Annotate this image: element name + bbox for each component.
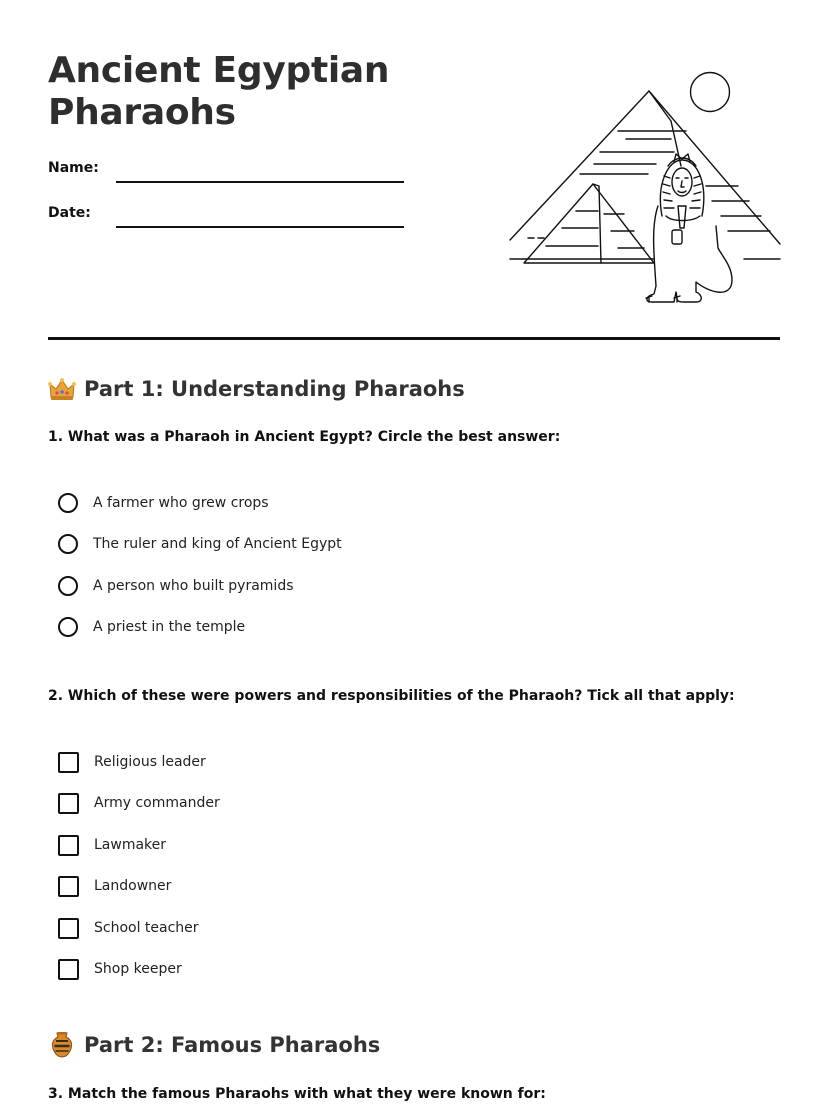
q2-option-2-label: Army commander — [94, 795, 220, 811]
q2-option-6-label: Shop keeper — [94, 961, 182, 977]
question-2: 2. Which of these were powers and responsibilities of the Pharaoh? Tick all that apply: — [48, 688, 735, 704]
q1-option-2[interactable] — [58, 532, 342, 556]
q2-option-5-label: School teacher — [94, 920, 199, 936]
q1-option-1[interactable] — [58, 491, 269, 515]
radio-circle[interactable] — [58, 576, 78, 596]
q1-option-2-label: The ruler and king of Ancient Egypt — [93, 536, 342, 552]
q1-option-4[interactable] — [58, 615, 245, 639]
section-divider — [48, 337, 780, 340]
q1-option-4-label: A priest in the temple — [93, 619, 246, 635]
part2-heading-text: Part 2: Famous Pharaohs — [84, 1033, 381, 1057]
crown-icon — [48, 375, 76, 403]
part1-heading — [48, 375, 465, 403]
q2-option-4-label: Landowner — [94, 878, 172, 894]
q2-option-4[interactable] — [58, 874, 171, 898]
part2-heading — [48, 1031, 380, 1059]
pyramids-and-sphinx-icon — [506, 66, 782, 310]
date-label: Date: — [48, 205, 91, 221]
q2-option-1-label: Religious leader — [94, 754, 206, 770]
checkbox[interactable] — [58, 918, 79, 939]
name-label: Name: — [48, 160, 99, 176]
checkbox[interactable] — [58, 959, 79, 980]
question-3: 3. Match the famous Pharaohs with what they were known for: — [48, 1086, 546, 1102]
q2-option-3-label: Lawmaker — [94, 837, 167, 853]
q1-option-3-label: A person who built pyramids — [93, 578, 294, 594]
radio-circle[interactable] — [58, 493, 78, 513]
name-field[interactable] — [116, 181, 404, 183]
part1-heading-text: Part 1: Understanding Pharaohs — [84, 377, 465, 401]
checkbox[interactable] — [58, 793, 79, 814]
date-field[interactable] — [116, 226, 404, 228]
checkbox[interactable] — [58, 835, 79, 856]
q2-option-5[interactable] — [58, 916, 199, 940]
q1-option-1-label: A farmer who grew crops — [93, 495, 269, 511]
radio-circle[interactable] — [58, 534, 78, 554]
worksheet-title — [48, 50, 389, 134]
title-line-1: Ancient Egyptian — [48, 50, 390, 91]
question-1: 1. What was a Pharaoh in Ancient Egypt? Circle the best answer: — [48, 429, 561, 445]
q2-option-3[interactable] — [58, 833, 166, 857]
q2-option-1[interactable] — [58, 750, 206, 774]
radio-circle[interactable] — [58, 617, 78, 637]
q1-option-3[interactable] — [58, 574, 294, 598]
vase-icon — [48, 1031, 76, 1059]
title-line-2: Pharaohs — [48, 92, 236, 133]
q2-option-6[interactable] — [58, 957, 182, 981]
q2-option-2[interactable] — [58, 791, 220, 815]
checkbox[interactable] — [58, 752, 79, 773]
checkbox[interactable] — [58, 876, 79, 897]
